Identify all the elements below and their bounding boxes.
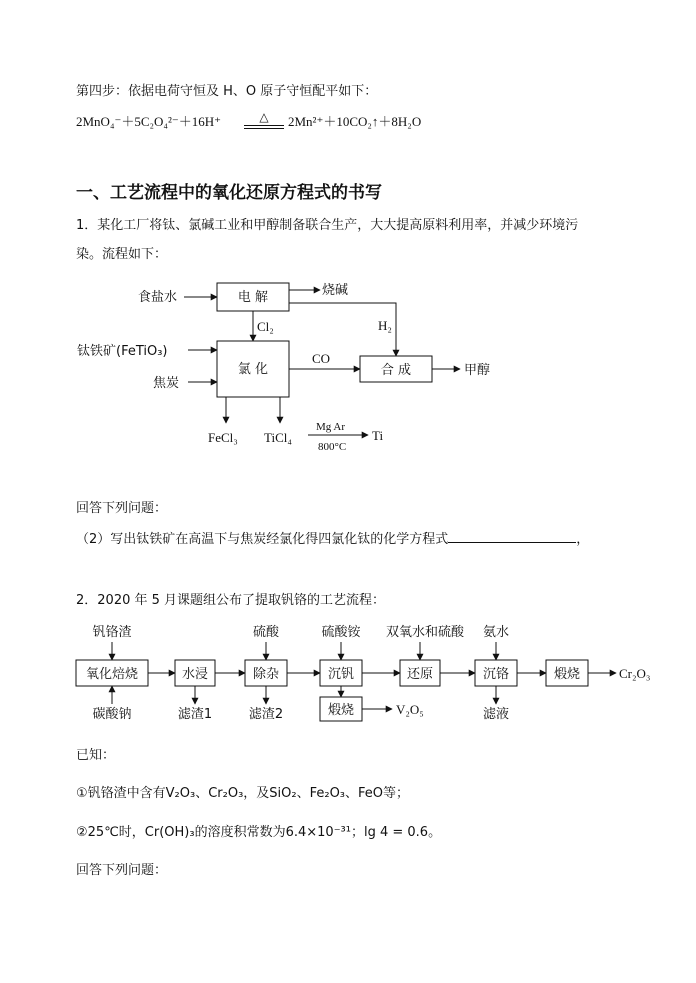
step4-text: 第四步：依据电荷守恒及 H、O 原子守恒配平如下： <box>76 84 378 99</box>
label-box5: 还原 <box>406 667 434 682</box>
heat-symbol: △ <box>259 110 269 124</box>
reduction-condition-bottom: 800°C <box>318 441 347 453</box>
label-box3: 除杂 <box>252 667 280 682</box>
label-box2: 水浸 <box>181 667 209 682</box>
q2-flow-diagram <box>70 622 670 727</box>
label-cr2o3: Cr₂O₃ <box>619 666 651 681</box>
ticl4-label: TiCl₄ <box>264 430 292 445</box>
cl2-label: Cl₂ <box>257 319 274 334</box>
label-ammonia: 氨水 <box>482 625 510 640</box>
h2-label: H₂ <box>378 318 392 333</box>
ti-label: Ti <box>372 428 384 443</box>
label-ammonium-sulfate: 硫酸铵 <box>321 625 361 640</box>
ilmenite-label: 钛铁矿(FeTiO₃) <box>77 344 168 359</box>
reduction-condition-top: Mg Ar <box>316 421 346 433</box>
label-sulfuric-acid: 硫酸 <box>252 625 280 640</box>
label-box1: 氧化焙烧 <box>85 667 139 682</box>
chlorination-label: 氯 化 <box>237 362 269 377</box>
equation-right: 2Mn²⁺＋10CO₂↑＋8H₂O <box>288 114 422 129</box>
equation-left: 2MnO₄⁻＋5C₂O₄²⁻＋16H⁺ <box>76 114 221 129</box>
label-sodium-carbonate: 碳酸钠 <box>92 707 132 722</box>
answer-blank[interactable] <box>448 530 576 543</box>
co-label: CO <box>312 351 331 366</box>
q1-intro-line2: 染。流程如下： <box>76 247 168 262</box>
q1-answer-prompt: 回答下列问题： <box>76 501 168 516</box>
label-box6: 沉铬 <box>482 667 510 682</box>
electrolysis-label: 电 解 <box>237 290 269 305</box>
coke-label: 焦炭 <box>153 376 180 391</box>
label-filtrate: 滤液 <box>482 707 510 722</box>
label-residue2: 滤渣2 <box>248 707 284 722</box>
brine-label: 食盐水 <box>138 290 178 305</box>
q1-sub2-end: ， <box>576 532 590 547</box>
synthesis-label: 合 成 <box>380 363 412 378</box>
q1-sub2 <box>76 530 589 549</box>
q2-known-2: ②25℃时，Cr(OH)₃的溶度积常数为6.4×10⁻³¹；lg 4 = 0.6。 <box>76 825 442 840</box>
label-vcr-slag: 钒铬渣 <box>92 625 132 640</box>
label-residue1: 滤渣1 <box>177 707 213 722</box>
caustic-label: 烧碱 <box>322 283 349 298</box>
fecl3-label: FeCl₃ <box>208 430 238 445</box>
methanol-label: 甲醇 <box>464 363 491 378</box>
label-box7: 煅烧 <box>553 667 581 682</box>
section-title: 一、工艺流程中的氧化还原方程式的书写 <box>76 183 382 203</box>
q2-intro: 2．2020 年 5 月课题组公布了提取钒铬的工艺流程： <box>76 593 386 608</box>
label-calcination-v: 煅烧 <box>327 703 355 718</box>
q1-flow-diagram <box>60 270 530 455</box>
q2-known-1: ①钒铬渣中含有V₂O₃、Cr₂O₃，及SiO₂、Fe₂O₃、FeO等； <box>76 786 410 801</box>
q2-answer-prompt: 回答下列问题： <box>76 863 168 878</box>
reaction-condition <box>244 110 284 132</box>
label-box4: 沉钒 <box>327 667 355 682</box>
label-h2o2-acid: 双氧水和硫酸 <box>385 625 465 640</box>
q2-known-heading: 已知： <box>76 748 116 763</box>
q1-sub2-text: （2）写出钛铁矿在高温下与焦炭经氯化得四氯化钛的化学方程式 <box>76 532 449 547</box>
q1-intro-line1: 1．某化工厂将钛、氯碱工业和甲醇制备联合生产，大大提高原料利用率，并减少环境污 <box>76 218 579 233</box>
label-v2o5: V₂O₅ <box>396 702 424 717</box>
